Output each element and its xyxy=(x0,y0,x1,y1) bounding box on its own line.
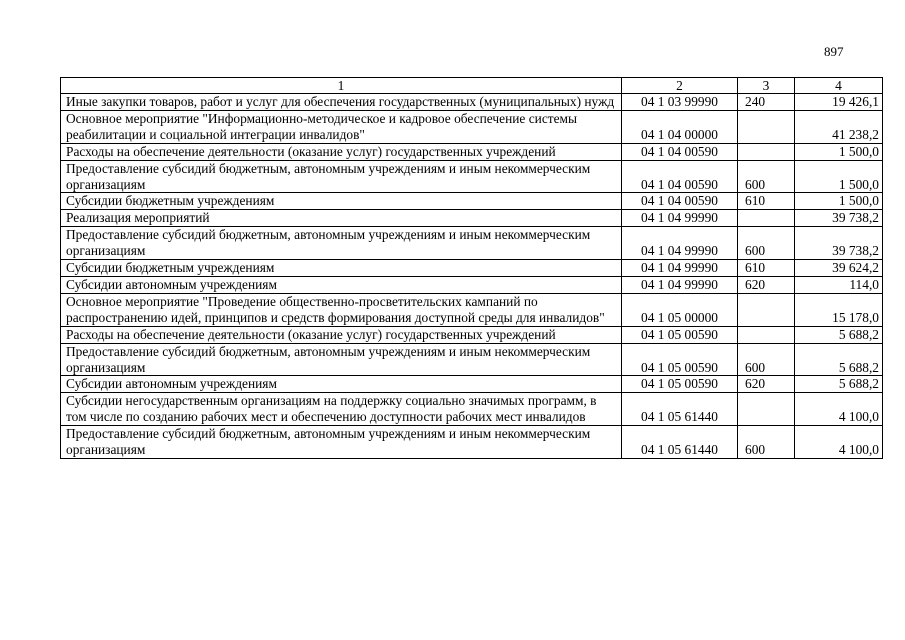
budget-table xyxy=(60,77,883,459)
table-row xyxy=(61,376,883,393)
row-vr xyxy=(738,393,795,426)
table-row xyxy=(61,94,883,111)
row-code: 04 1 04 99990 xyxy=(622,276,738,293)
row-name: Субсидии негосударственным организациям на поддержку социально значимых программ, в том числе по созданию рабочих мест и обеспечению доступности рабочих мест инвалидов xyxy=(61,393,622,426)
row-name: Расходы на обеспечение деятельности (оказание услуг) государственных учреждений xyxy=(61,143,622,160)
row-sum: 4 100,0 xyxy=(795,426,883,459)
table-header-row xyxy=(61,78,883,94)
table-row xyxy=(61,160,883,193)
row-vr: 620 xyxy=(738,376,795,393)
table-row xyxy=(61,110,883,143)
row-name: Предоставление субсидий бюджетным, автономным учреждениям и иным некоммерческим организациям xyxy=(61,343,622,376)
row-vr xyxy=(738,293,795,326)
row-code: 04 1 04 00590 xyxy=(622,193,738,210)
page-number: 897 xyxy=(824,44,844,59)
table-row xyxy=(61,193,883,210)
row-sum: 15 178,0 xyxy=(795,293,883,326)
row-vr xyxy=(738,143,795,160)
row-name: Предоставление субсидий бюджетным, автономным учреждениям и иным некоммерческим организациям xyxy=(61,227,622,260)
row-vr: 600 xyxy=(738,160,795,193)
table-row xyxy=(61,260,883,277)
row-sum: 1 500,0 xyxy=(795,143,883,160)
row-name: Иные закупки товаров, работ и услуг для обеспечения государственных (муниципальных) нужд xyxy=(61,94,622,111)
header-sum: 4 xyxy=(795,78,883,94)
row-sum: 1 500,0 xyxy=(795,160,883,193)
row-code: 04 1 04 00000 xyxy=(622,110,738,143)
row-vr: 620 xyxy=(738,276,795,293)
table-row xyxy=(61,293,883,326)
row-name: Субсидии автономным учреждениям xyxy=(61,276,622,293)
row-sum: 39 738,2 xyxy=(795,227,883,260)
row-code: 04 1 04 00590 xyxy=(622,160,738,193)
row-code: 04 1 05 00590 xyxy=(622,326,738,343)
header-code: 2 xyxy=(622,78,738,94)
header-vr: 3 xyxy=(738,78,795,94)
row-name: Субсидии бюджетным учреждениям xyxy=(61,260,622,277)
row-code: 04 1 05 00000 xyxy=(622,293,738,326)
row-code: 04 1 04 99990 xyxy=(622,210,738,227)
header-name: 1 xyxy=(61,78,622,94)
row-code: 04 1 03 99990 xyxy=(622,94,738,111)
row-name: Основное мероприятие "Проведение общественно-просветительских кампаний по распространению идей, принципов и средств формирования доступной среды для инвалидов" xyxy=(61,293,622,326)
row-code: 04 1 05 00590 xyxy=(622,343,738,376)
row-vr: 610 xyxy=(738,260,795,277)
table-row xyxy=(61,393,883,426)
table-row xyxy=(61,426,883,459)
row-name: Реализация мероприятий xyxy=(61,210,622,227)
row-sum: 1 500,0 xyxy=(795,193,883,210)
row-name: Расходы на обеспечение деятельности (оказание услуг) государственных учреждений xyxy=(61,326,622,343)
row-sum: 39 624,2 xyxy=(795,260,883,277)
row-vr xyxy=(738,210,795,227)
table-row xyxy=(61,326,883,343)
row-sum: 41 238,2 xyxy=(795,110,883,143)
row-vr xyxy=(738,110,795,143)
row-vr: 600 xyxy=(738,426,795,459)
table-row xyxy=(61,227,883,260)
row-sum: 114,0 xyxy=(795,276,883,293)
row-sum: 4 100,0 xyxy=(795,393,883,426)
row-name: Субсидии автономным учреждениям xyxy=(61,376,622,393)
row-name: Предоставление субсидий бюджетным, автономным учреждениям и иным некоммерческим организациям xyxy=(61,160,622,193)
row-code: 04 1 04 99990 xyxy=(622,227,738,260)
row-vr xyxy=(738,326,795,343)
table-row xyxy=(61,210,883,227)
row-name: Основное мероприятие "Информационно-методическое и кадровое обеспечение системы реабилитации и социальной интеграции инвалидов" xyxy=(61,110,622,143)
row-code: 04 1 05 61440 xyxy=(622,393,738,426)
row-code: 04 1 05 00590 xyxy=(622,376,738,393)
row-sum: 5 688,2 xyxy=(795,376,883,393)
table-row xyxy=(61,276,883,293)
row-code: 04 1 05 61440 xyxy=(622,426,738,459)
row-sum: 19 426,1 xyxy=(795,94,883,111)
row-vr: 240 xyxy=(738,94,795,111)
row-name: Предоставление субсидий бюджетным, автономным учреждениям и иным некоммерческим организациям xyxy=(61,426,622,459)
row-sum: 39 738,2 xyxy=(795,210,883,227)
row-code: 04 1 04 99990 xyxy=(622,260,738,277)
table-row xyxy=(61,143,883,160)
row-vr: 600 xyxy=(738,343,795,376)
row-sum: 5 688,2 xyxy=(795,326,883,343)
row-sum: 5 688,2 xyxy=(795,343,883,376)
row-vr: 600 xyxy=(738,227,795,260)
row-name: Субсидии бюджетным учреждениям xyxy=(61,193,622,210)
table-row xyxy=(61,343,883,376)
row-code: 04 1 04 00590 xyxy=(622,143,738,160)
row-vr: 610 xyxy=(738,193,795,210)
